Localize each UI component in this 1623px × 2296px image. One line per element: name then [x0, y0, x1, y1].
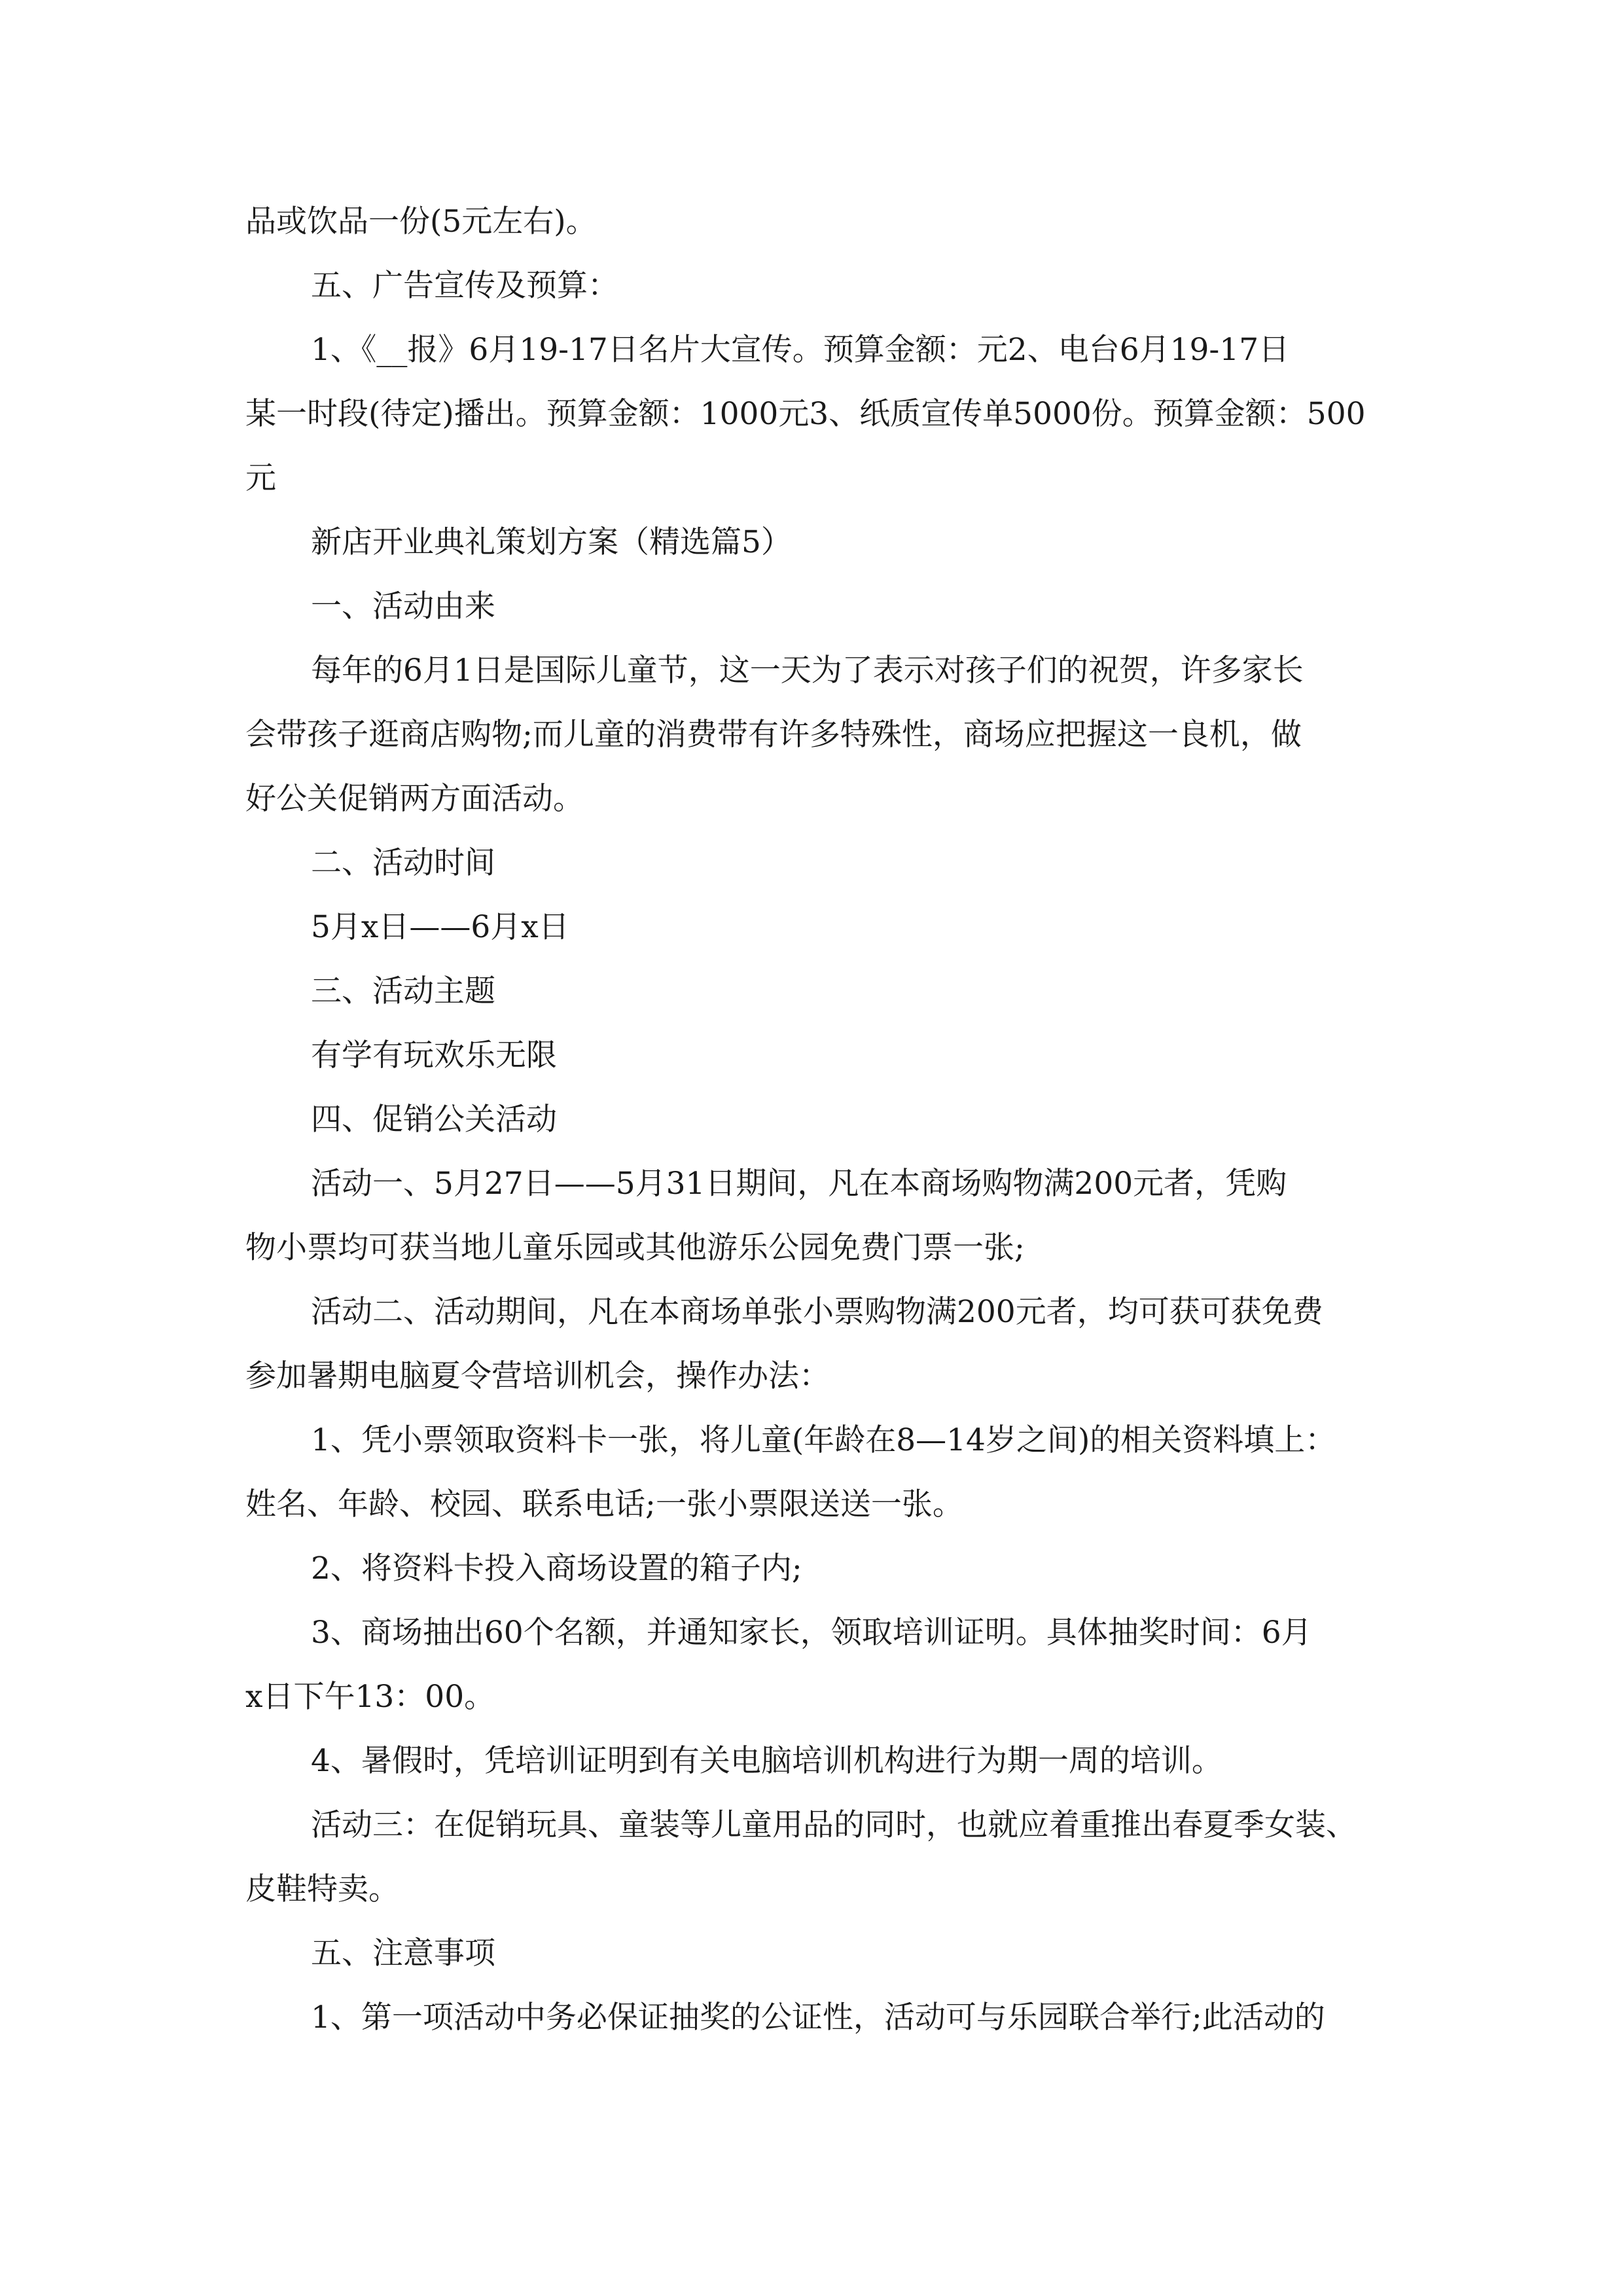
document-title: 新店开业典礼策划方案（精选篇5）	[311, 524, 792, 560]
paragraph-line: 会带孩子逛商店购物;而儿童的消费带有许多特殊性，商场应把握这一良机，做	[245, 717, 1302, 753]
paragraph-line: 某一时段(待定)播出。预算金额：1000元3、纸质宣传单5000份。预算金额：500	[245, 396, 1366, 432]
paragraph-line: 元	[245, 460, 276, 496]
section-heading-ad-budget: 五、广告宣传及预算：	[311, 268, 618, 304]
section-heading-time: 二、活动时间	[311, 845, 495, 881]
paragraph-line: 1、第一项活动中务必保证抽奖的公证性，活动可与乐园联合举行;此活动的	[311, 2000, 1325, 2036]
section-heading-promotion: 四、促销公关活动	[311, 1102, 557, 1138]
paragraph-line: 活动三：在促销玩具、童装等儿童用品的同时，也就应着重推出春夏季女装、	[311, 1807, 1357, 1843]
document-body	[245, 190, 1384, 2050]
paragraph-line: 姓名、年龄、校园、联系电话;一张小票限送送一张。	[245, 1486, 963, 1522]
paragraph-line: 3、商场抽出60个名额，并通知家长，领取培训证明。具体抽奖时间：6月	[311, 1615, 1312, 1651]
paragraph-line: 物小票均可获当地儿童乐园或其他游乐公园免费门票一张;	[245, 1230, 1025, 1266]
paragraph-line: 1、凭小票领取资料卡一张，将儿童(年龄在8—14岁之间)的相关资料填上：	[311, 1422, 1336, 1458]
paragraph-line: 好公关促销两方面活动。	[245, 781, 584, 817]
paragraph-line: 品或饮品一份(5元左右)。	[245, 204, 597, 240]
paragraph-line: 2、将资料卡投入商场设置的箱子内;	[311, 1551, 802, 1587]
paragraph-line: 1、《__报》6月19-17日名片大宣传。预算金额：元2、电台6月19-17日	[311, 332, 1290, 368]
paragraph-line: 有学有玩欢乐无限	[311, 1037, 557, 1073]
section-heading-notes: 五、注意事项	[311, 1935, 495, 1971]
paragraph-line: 4、暑假时，凭培训证明到有关电脑培训机构进行为期一周的培训。	[311, 1743, 1222, 1779]
paragraph-line: 皮鞋特卖。	[245, 1871, 399, 1907]
paragraph-line: x日下午13：00。	[245, 1679, 495, 1715]
paragraph-line: 参加暑期电脑夏令营培训机会，操作办法：	[245, 1358, 830, 1394]
paragraph-line: 每年的6月1日是国际儿童节，这一天为了表示对孩子们的祝贺，许多家长	[311, 653, 1304, 689]
section-heading-origin: 一、活动由来	[311, 588, 495, 624]
paragraph-line: 活动二、活动期间，凡在本商场单张小票购物满200元者，均可获可获免费	[311, 1294, 1323, 1330]
section-heading-theme: 三、活动主题	[311, 973, 495, 1009]
paragraph-line: 5月x日——6月x日	[311, 909, 569, 945]
paragraph-line: 活动一、5月27日——5月31日期间，凡在本商场购物满200元者，凭购	[311, 1166, 1287, 1202]
